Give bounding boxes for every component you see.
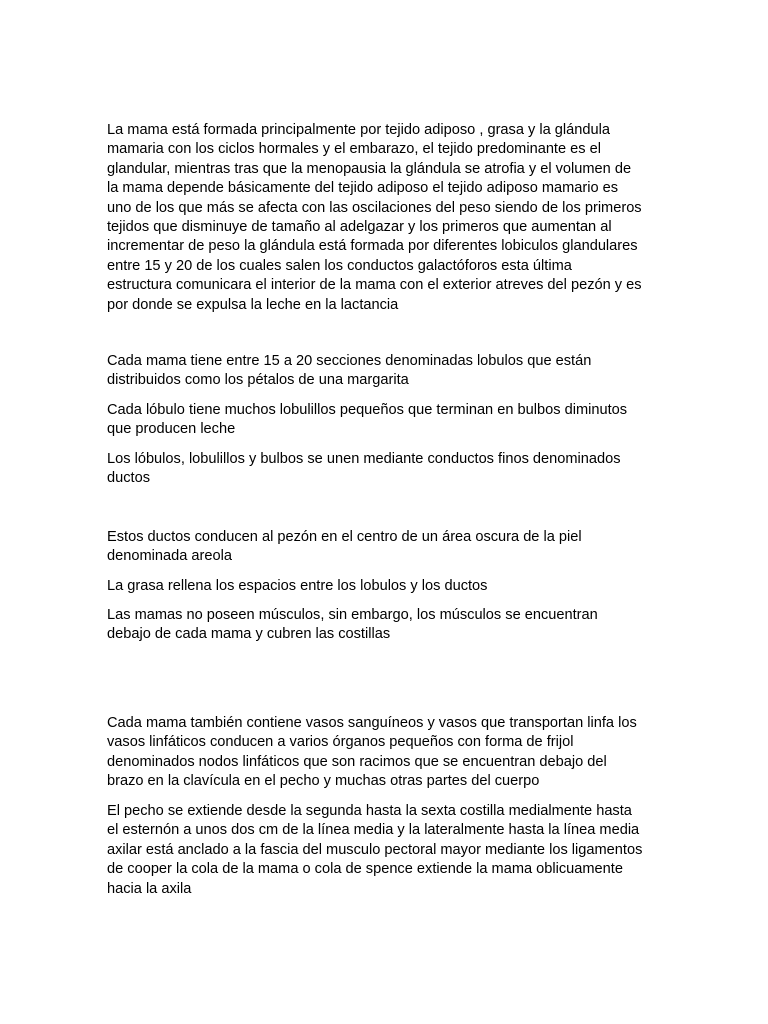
paragraph-areola: Estos ductos conducen al pezón en el centro de un área oscura de la piel denominada areola — [107, 529, 582, 565]
paragraph-ducts-join: Los lóbulos, lobulillos y bulbos se unen mediante conductos finos denominados ductos — [107, 451, 621, 487]
paragraph-fat: La grasa rellena los espacios entre los lobulos y los ductos — [107, 578, 488, 594]
paragraph-lobes: Cada mama tiene entre 15 a 20 secciones denominadas lobulos que están distribuidos como los pétalos de una margarita — [107, 353, 592, 389]
paragraph-breast-composition: La mama está formada principalmente por tejido adiposo , grasa y la glándula mamaria con los ciclos hormales y el embarazo, el tejido predominante es el glandular, mientras tras que la menopausia la glándula se atrofia y el volumen de la mama depende básicamente del tejido adiposo el tejido adiposo mamario es uno de los que más se afecta con las oscilaciones del peso siendo de los primeros tejidos que disminuye de tamaño al adelgazar y los primeros que aumentan al incrementar de peso la glándula está formada por diferentes lobiculos glandulares entre 15 y 20 de los cuales salen los conductos galactóforos esta última estructura comunicara el interior de la mama con el exterior atreves del pezón y es por donde se expulsa la leche en la lactancia — [107, 122, 642, 313]
paragraph-lymph-vessels: Cada mama también contiene vasos sanguíneos y vasos que transportan linfa los vasos linfáticos conducen a varios órganos pequeños con forma de frijol denominados nodos linfáticos que son racimos que se encuentran debajo del brazo en la clavícula en el pecho y muchas otras partes del cuerpo — [107, 715, 637, 790]
paragraph-muscles: Las mamas no poseen músculos, sin embargo, los músculos se encuentran debajo de cada mama y cubren las costillas — [107, 607, 598, 643]
paragraph-lobules: Cada lóbulo tiene muchos lobulillos pequeños que terminan en bulbos diminutos que producen leche — [107, 402, 628, 438]
paragraph-breast-extent: El pecho se extiende desde la segunda hasta la sexta costilla medialmente hasta el esternón a unos dos cm de la línea media y la lateralmente hasta la línea media axilar está anclado a la fascia del musculo pectoral mayor mediante los ligamentos de cooper la cola de la mama o cola de spence extiende la mama oblicuamente hacia la axila — [107, 803, 643, 897]
